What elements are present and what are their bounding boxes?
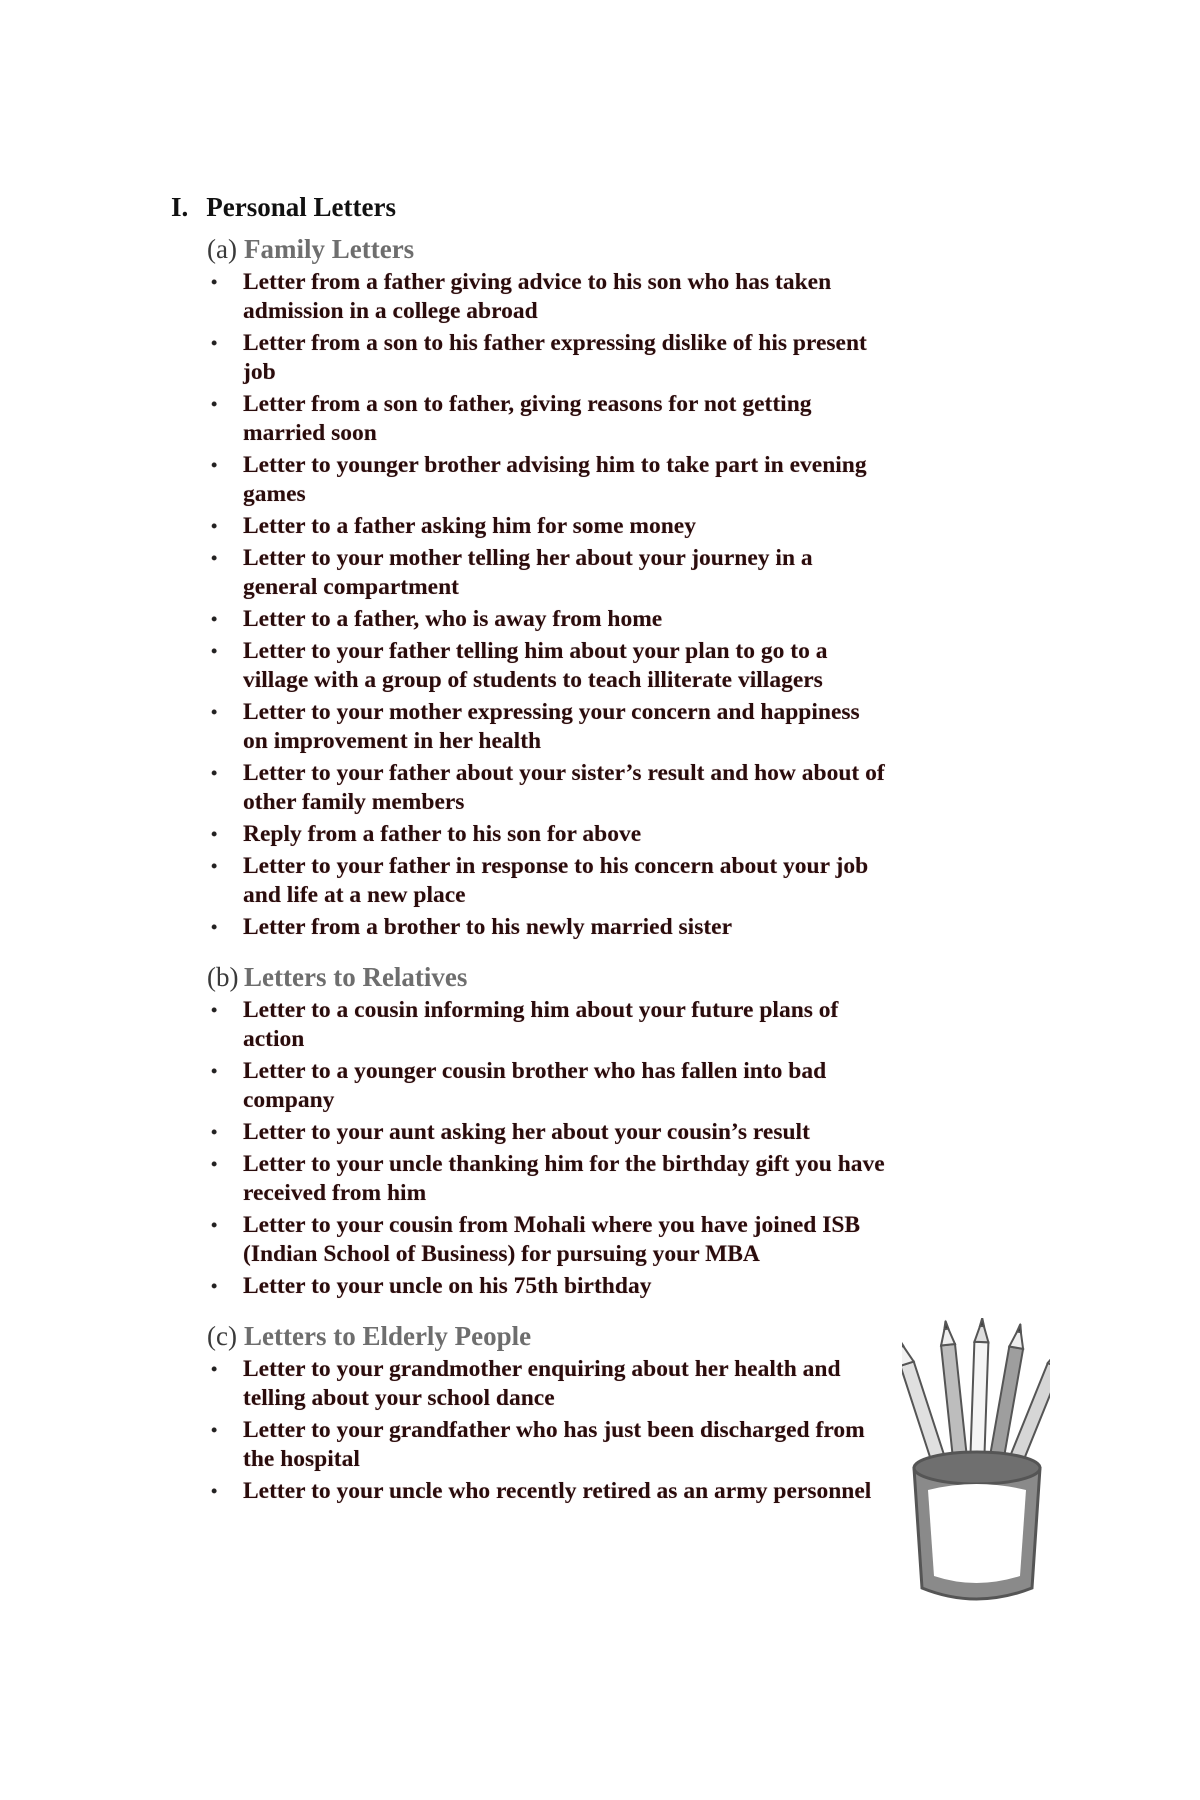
subsection-letter: (a) (207, 234, 237, 264)
bullet-icon: • (211, 548, 218, 568)
list-item-text: Letter to a cousin informing him about your future plans of action (243, 997, 839, 1052)
bullet-icon: • (211, 516, 218, 536)
bullet-icon: • (211, 1154, 218, 1174)
section-heading (171, 192, 396, 223)
bullet-icon: • (211, 763, 218, 783)
bullet-icon: • (211, 856, 218, 876)
list-item (207, 1416, 887, 1474)
section-title: Personal Letters (206, 192, 396, 222)
subsection-heading (207, 1319, 887, 1353)
list-item-text: Letter to a younger cousin brother who has fallen into bad company (243, 1058, 827, 1113)
list-item (207, 544, 887, 602)
topic-list (207, 1355, 887, 1506)
list-item-text: Letter to your uncle who recently retired as an army personnel (243, 1478, 872, 1504)
pencil-cup-icon (902, 1318, 1050, 1608)
subsection-heading (207, 960, 887, 994)
list-item (207, 698, 887, 756)
topic-list (207, 268, 887, 942)
list-item (207, 852, 887, 910)
section-number: I. (171, 192, 189, 222)
topic-list (207, 996, 887, 1301)
list-item (207, 605, 887, 634)
subsection-heading (207, 232, 887, 266)
subsection-letter: (c) (207, 1321, 237, 1351)
bullet-icon: • (211, 702, 218, 722)
list-item-text: Letter to your aunt asking her about your cousin’s result (243, 1119, 810, 1145)
subsection-title: Letters to Relatives (244, 962, 468, 992)
bullet-icon: • (211, 824, 218, 844)
list-item (207, 268, 887, 326)
subsection-title: Letters to Elderly People (244, 1321, 532, 1351)
list-item-text: Letter to your father in response to his concern about your job and life at a new place (243, 853, 869, 908)
list-item (207, 1211, 887, 1269)
list-item (207, 913, 887, 942)
list-item (207, 820, 887, 849)
list-item (207, 1150, 887, 1208)
letter-topics (207, 232, 887, 1524)
bullet-icon: • (211, 609, 218, 629)
list-item-text: Letter from a son to his father expressing dislike of his present job (243, 330, 867, 385)
list-item-text: Letter from a son to father, giving reasons for not getting married soon (243, 391, 812, 446)
list-item (207, 759, 887, 817)
bullet-icon: • (211, 1215, 218, 1235)
bullet-icon: • (211, 455, 218, 475)
list-item-text: Letter from a brother to his newly married sister (243, 914, 733, 940)
list-item (207, 637, 887, 695)
bullet-icon: • (211, 917, 218, 937)
list-item (207, 996, 887, 1054)
bullet-icon: • (211, 333, 218, 353)
list-item-text: Letter to your mother telling her about your journey in a general compartment (243, 545, 813, 600)
list-item (207, 329, 887, 387)
list-item (207, 512, 887, 541)
subsection-title: Family Letters (244, 234, 415, 264)
list-item (207, 1477, 887, 1506)
list-item-text: Letter to your mother expressing your concern and happiness on improvement in her health (243, 699, 860, 754)
bullet-icon: • (211, 1276, 218, 1296)
list-item-text: Letter to your grandmother enquiring about her health and telling about your school dance (243, 1356, 841, 1411)
list-item (207, 1057, 887, 1115)
bullet-icon: • (211, 1420, 218, 1440)
list-item-text: Letter to your uncle thanking him for the birthday gift you have received from him (243, 1151, 885, 1206)
list-item-text: Reply from a father to his son for above (243, 821, 642, 847)
list-item-text: Letter to your cousin from Mohali where you have joined ISB (Indian School of Business) for pursuing your MBA (243, 1212, 861, 1267)
list-item-text: Letter to your uncle on his 75th birthday (243, 1273, 652, 1299)
bullet-icon: • (211, 272, 218, 292)
list-item (207, 1272, 887, 1301)
subsection-letter: (b) (207, 962, 239, 992)
list-item-text: Letter from a father giving advice to his son who has taken admission in a college abroad (243, 269, 832, 324)
list-item (207, 390, 887, 448)
bullet-icon: • (211, 641, 218, 661)
list-item (207, 1355, 887, 1413)
list-item (207, 451, 887, 509)
list-item-text: Letter to a father asking him for some money (243, 513, 696, 539)
bullet-icon: • (211, 1122, 218, 1142)
list-item (207, 1118, 887, 1147)
bullet-icon: • (211, 1481, 218, 1501)
list-item-text: Letter to a father, who is away from home (243, 606, 663, 632)
list-item-text: Letter to younger brother advising him to take part in evening games (243, 452, 867, 507)
bullet-icon: • (211, 1359, 218, 1379)
list-item-text: Letter to your father about your sister’s result and how about of other family members (243, 760, 885, 815)
bullet-icon: • (211, 1000, 218, 1020)
bullet-icon: • (211, 1061, 218, 1081)
bullet-icon: • (211, 394, 218, 414)
list-item-text: Letter to your father telling him about your plan to go to a village with a group of students to teach illiterate villagers (243, 638, 828, 693)
list-item-text: Letter to your grandfather who has just been discharged from the hospital (243, 1417, 865, 1472)
